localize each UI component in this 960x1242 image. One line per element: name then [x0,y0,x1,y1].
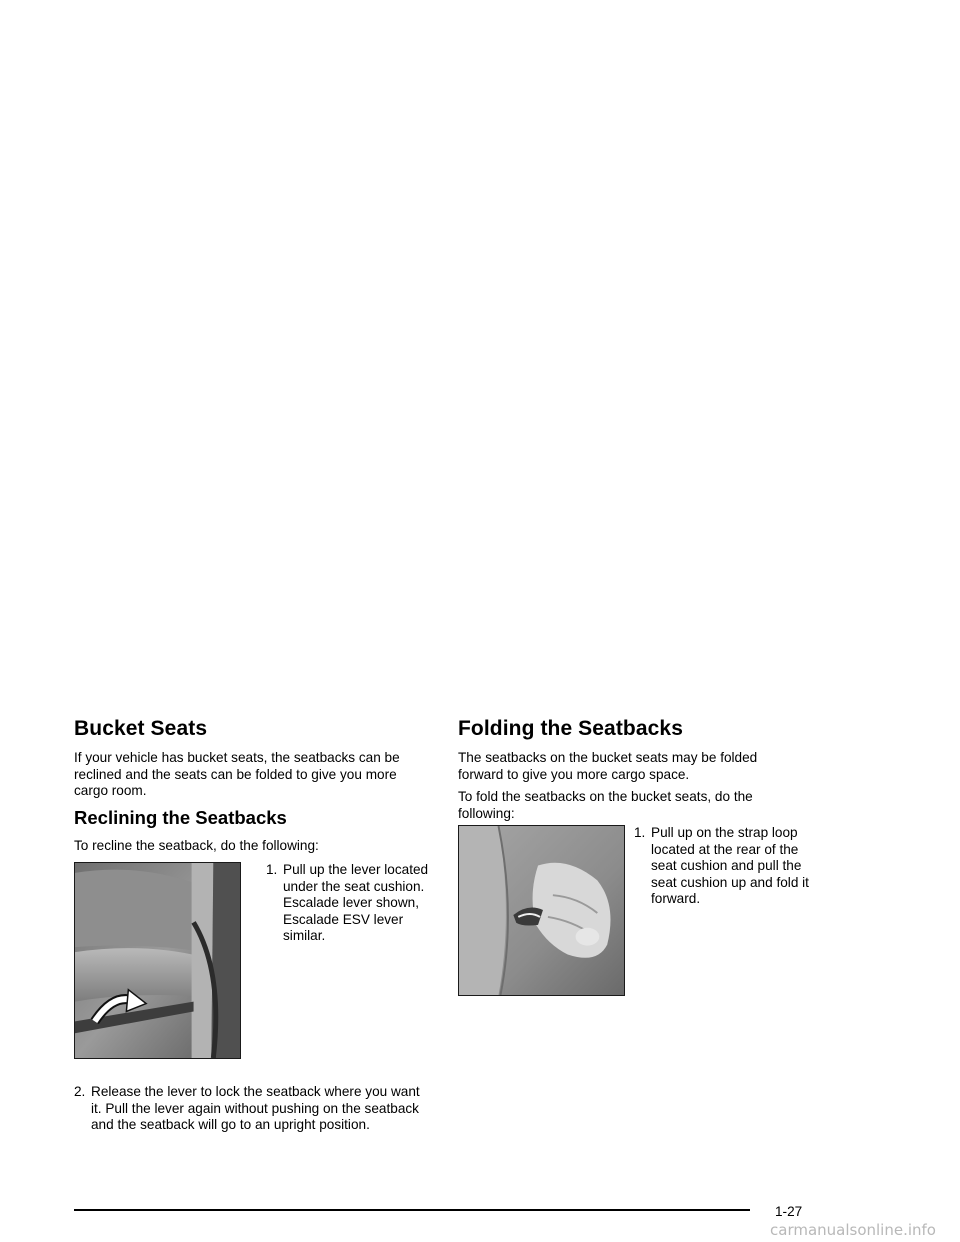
bucket-seats-heading: Bucket Seats [74,717,208,740]
step-text: Release the lever to lock the seatback where you want it. Pull the lever again without pushing on the seatback and the seatback will go to an upright position. [91,1084,420,1133]
folding-intro-1: The seatbacks on the bucket seats may be folded forward to give you more cargo space. [458,750,758,782]
bucket-seats-intro: If your vehicle has bucket seats, the seatbacks can be reclined and the seats can be folded to give you more cargo room. [74,750,400,799]
footer-rule [74,1209,750,1211]
step-text: Pull up the lever located under the seat cushion. Escalade lever shown, Escalade ESV lever similar. [283,862,429,944]
watermark: carmanualsonline.info [770,1221,936,1239]
reclining-heading: Reclining the Seatbacks [74,807,287,828]
folding-heading: Folding the Seatbacks [458,717,683,740]
step-text: Pull up on the strap loop located at the rear of the seat cushion and pull the seat cushion up and fold it forward. [651,825,809,907]
step-number: 2. [74,1084,86,1099]
reclining-intro: To recline the seatback, do the following: [74,838,319,853]
page-number: 1-27 [775,1204,803,1219]
step-number: 1. [634,825,646,840]
folding-intro-2: To fold the seatbacks on the bucket seats, do the following: [458,789,753,821]
strap-loop-photo [458,825,625,996]
step-number: 1. [266,862,278,877]
seat-lever-photo [74,862,241,1059]
